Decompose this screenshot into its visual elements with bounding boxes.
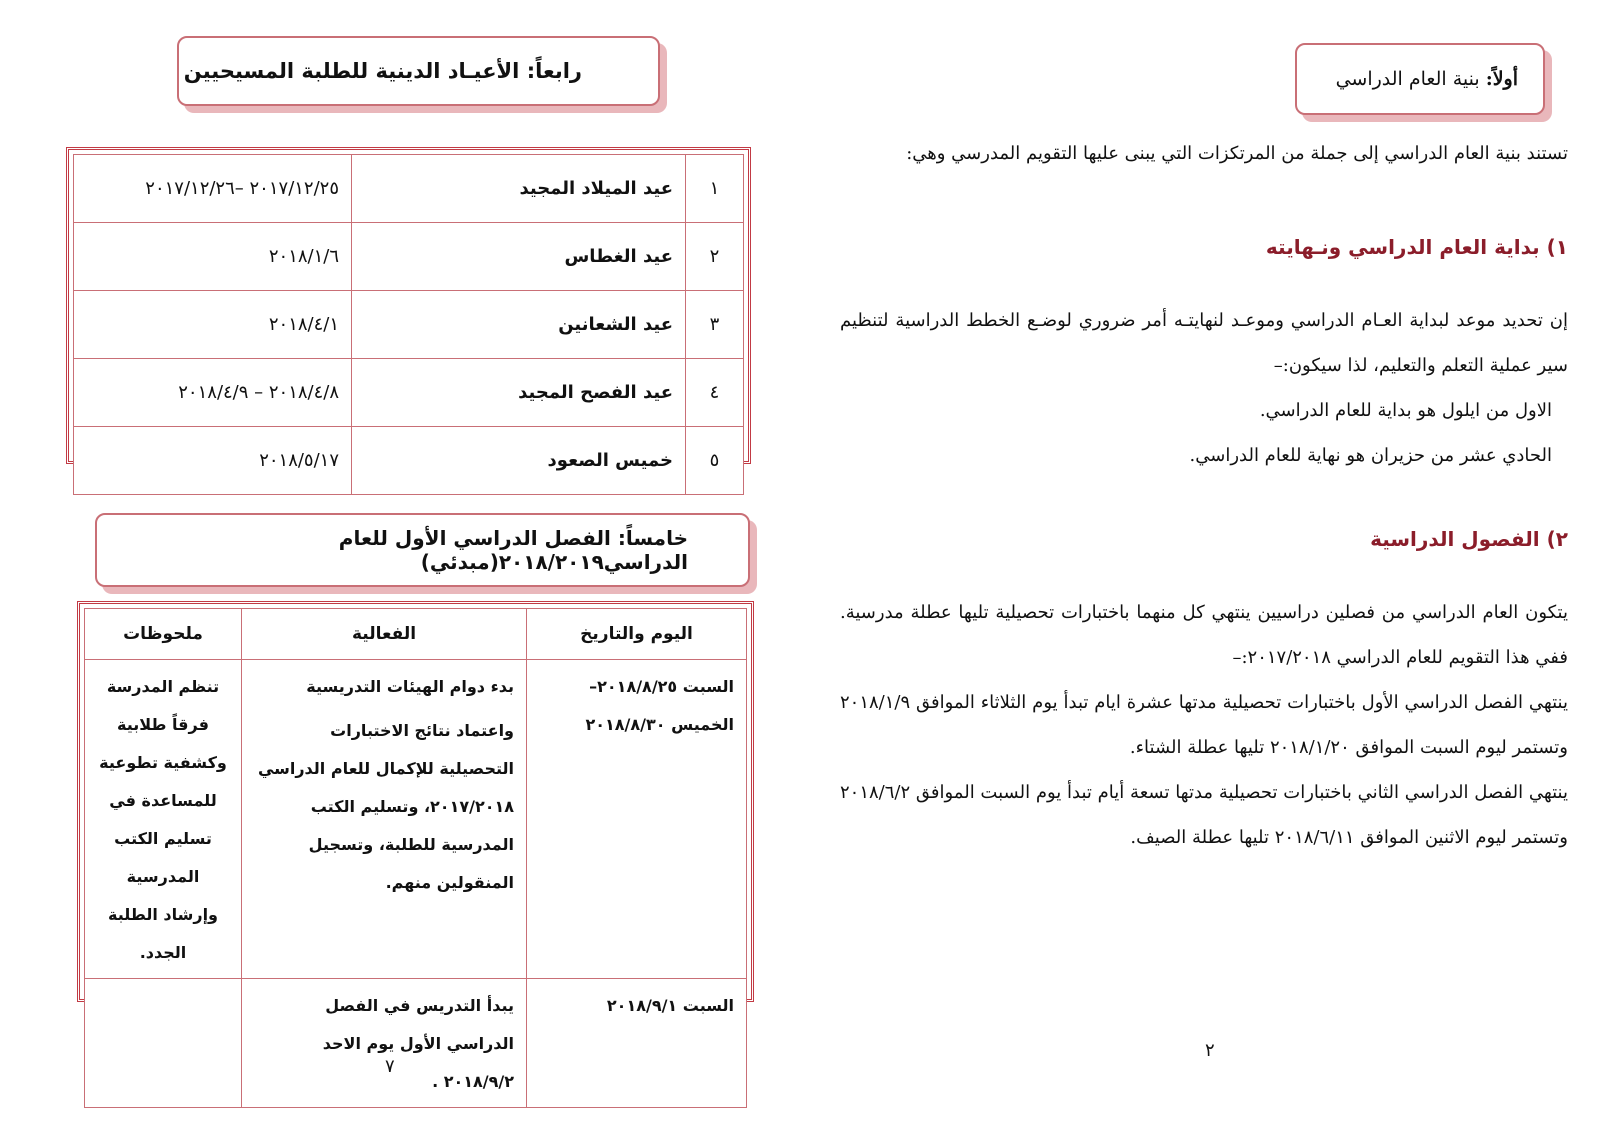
section1-line: الاول من ايلول هو بداية للعام الدراسي.: [1259, 400, 1552, 421]
table-header-row: [85, 609, 747, 660]
page-title: [1336, 68, 1518, 90]
feast-number: ٣: [686, 291, 744, 359]
section4-title: رابعاً: الأعيـاد الدينية للطلبة المسيحيين: [183, 59, 582, 83]
row-date-line: السبت ٢٠١٨/٩/١: [606, 996, 734, 1015]
section2-item: ينتهي الفصل الدراسي الأول باختبارات تحصيلية مدتها عشرة ايام تبدأ يوم الثلاثاء الموافق ٢٠١٨/١/٩ وتستمر ليوم السبت الموافق ٢٠١٨/١/٢٠ تليها عطلة الشتاء.: [840, 692, 1568, 758]
table-row: [74, 155, 744, 223]
row-note: تنظم المدرسة فرقاً طلابية وكشفية تطوعية للمساعدة في تسليم الكتب المدرسية وإرشاد الطلبة الجدد.: [85, 660, 242, 979]
page-title-bold: أولاً:: [1485, 68, 1518, 90]
page-number: ٧: [385, 1056, 395, 1077]
table-row: [85, 979, 747, 1108]
page-title-rest: بنية العام الدراسي: [1335, 68, 1486, 90]
feast-name: خميس الصعود: [352, 427, 686, 495]
feast-date: ٢٠١٨/٥/١٧: [74, 427, 352, 495]
header-date: اليوم والتاريخ: [527, 609, 747, 660]
semester-table: [84, 608, 747, 1108]
row-activity: [242, 660, 527, 979]
table-row: [85, 660, 747, 979]
section1-heading: ١) بداية العام الدراسي ونـهايته: [1265, 235, 1568, 259]
section5-title-box: [95, 513, 750, 587]
section5-title: خامساً: الفصل الدراسي الأول للعام الدراسي٢٠١٨/٢٠١٩(مبدئي): [338, 526, 688, 574]
feast-date: ٢٠١٨/٤/١: [74, 291, 352, 359]
feast-number: ١: [686, 155, 744, 223]
page-title-box: [1295, 43, 1545, 115]
table-row: [74, 427, 744, 495]
header-activity: الفعالية: [242, 609, 527, 660]
feast-number: ٤: [686, 359, 744, 427]
row-note: [85, 979, 242, 1108]
feast-number: ٥: [686, 427, 744, 495]
feast-date: ٢٠١٨/١/٦: [74, 223, 352, 291]
section4-title-box: [177, 36, 660, 106]
feast-name: عيد الشعانين: [352, 291, 686, 359]
row-date-line: السبت ٢٠١٨/٨/٢٥–: [589, 677, 734, 696]
feasts-table: [73, 154, 744, 495]
header-notes: ملحوظات: [85, 609, 242, 660]
table-row: [74, 291, 744, 359]
feast-date: ٢٠١٨/٤/٨ – ٢٠١٨/٤/٩: [74, 359, 352, 427]
row-date: [527, 979, 747, 1108]
feast-name: عيد الغطاس: [352, 223, 686, 291]
right-page: [800, 0, 1600, 1131]
left-page: [0, 0, 790, 1131]
table-row: [74, 223, 744, 291]
row-date-line: الخميس ٢٠١٨/٨/٣٠: [585, 715, 734, 734]
row-activity: يبدأ التدريس في الفصل الدراسي الأول يوم الاحد ٢٠١٨/٩/٢ .: [242, 979, 527, 1108]
row-date: [527, 660, 747, 979]
table-row: [74, 359, 744, 427]
section2-heading: ٢) الفصول الدراسية: [1370, 527, 1568, 551]
feast-name: عيد الميلاد المجيد: [352, 155, 686, 223]
page-number: ٢: [1205, 1040, 1215, 1061]
section1-line: الحادي عشر من حزيران هو نهاية للعام الدراسي.: [1189, 445, 1552, 466]
feast-number: ٢: [686, 223, 744, 291]
intro-text: تستند بنية العام الدراسي إلى جملة من المرتكزات التي يبنى عليها التقويم المدرسي وهي:: [906, 143, 1568, 164]
section2-item: ينتهي الفصل الدراسي الثاني باختبارات تحصيلية مدتها تسعة أيام تبدأ يوم السبت الموافق ٢٠١٨/٦/٢ وتستمر ليوم الاثنين الموافق ٢٠١٨/٦/١١ تليها عطلة الصيف.: [840, 782, 1568, 848]
section1-body: [840, 298, 1568, 478]
feast-name: عيد الفصح المجيد: [352, 359, 686, 427]
row-activity-line: بدء دوام الهيئات التدريسية: [306, 677, 514, 696]
section1-paragraph: إن تحديد موعد لبداية العـام الدراسي وموعـد لنهايتـه أمر ضروري لوضـع الخطط الدراسية لتنظيم سير عملية التعلم والتعليم، لذا سيكون:–: [840, 310, 1568, 376]
row-activity-line: واعتماد نتائج الاختبارات التحصيلية للإكمال للعام الدراسي ٢٠١٧/٢٠١٨، وتسليم الكتب المدرسية للطلبة، وتسجيل المنقولين منهم.: [257, 721, 514, 892]
feast-date: ٢٠١٧/١٢/٢٥ –٢٠١٧/١٢/٢٦: [74, 155, 352, 223]
section2-body: [840, 590, 1568, 860]
section2-paragraph: يتكون العام الدراسي من فصلين دراسيين ينتهي كل منهما باختبارات تحصيلية تليها عطلة مدرسية. ففي هذا التقويم للعام الدراسي ٢٠١٧/٢٠١٨:–: [840, 602, 1568, 668]
